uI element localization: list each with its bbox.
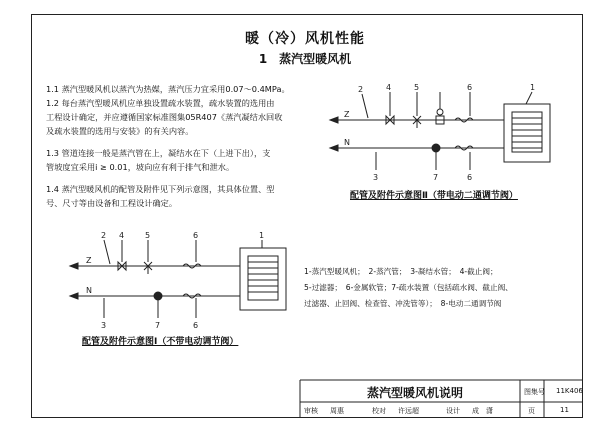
role-label: 审核 (304, 407, 318, 415)
callout-label: 5 (414, 83, 420, 92)
callout-label: 4 (386, 83, 392, 92)
callout-label: 3 (101, 321, 107, 330)
role-name: 许远超 (398, 407, 419, 415)
callout-label: 5 (145, 231, 151, 240)
section-title: 1 蒸汽型暖风机 (258, 52, 352, 66)
paragraph-line: 1.4 蒸汽型暖风机的配管及附件见下列示意图，其具体位置、型 (46, 184, 275, 194)
steam-pipe-tag: Z (344, 110, 350, 119)
flow-arrow-icon (70, 263, 78, 269)
callout-label: 7 (433, 173, 439, 182)
figure-caption: 配管及附件示意图Ⅰ（不带电动调节阀） (82, 337, 239, 347)
legend-line: 1-蒸汽型暖风机； 2-蒸汽管； 3-凝结水管； 4-截止阀； (304, 267, 498, 276)
callout-label: 2 (101, 231, 107, 240)
paragraph-line: 号、尺寸等由设备和工程设计确定。 (46, 198, 178, 208)
steam-trap-icon (154, 292, 162, 300)
callout-label: 6 (193, 321, 199, 330)
title-block-title: 蒸汽型暖风机说明 (366, 386, 463, 400)
callout-label: 6 (193, 231, 199, 240)
page-title: 暖（冷）风机性能 (245, 31, 365, 47)
paragraph-line: 1.2 每台蒸汽型暖风机应单独设置疏水装置，疏水装置的选用由 (46, 98, 275, 108)
atlas-number: 11K406 (556, 387, 583, 395)
role-name: 成 潇 (472, 407, 493, 415)
flow-arrow-icon (330, 145, 338, 151)
paragraph-line: 1.3 管道连接一般是蒸汽管在上，凝结水在下（上进下出），支 (46, 148, 271, 158)
condensate-pipe-tag: N (86, 286, 92, 295)
callout-label: 2 (358, 85, 364, 94)
figure-caption: 配管及附件示意图Ⅱ（带电动二通调节阀） (350, 191, 518, 201)
legend-line: 5-过滤器； 6-金属软管；7-疏水装置（包括疏水阀、截止阀、 (304, 283, 513, 292)
role-label: 校对 (372, 407, 386, 415)
callout-label: 6 (467, 173, 473, 182)
callout-label: 1 (530, 83, 536, 92)
strainer-icon (144, 262, 152, 274)
steam-trap-icon (432, 144, 440, 152)
strainer-icon (413, 116, 421, 128)
atlas-label: 图集号 (524, 388, 545, 396)
callout-label: 3 (373, 173, 379, 182)
page-label: 页 (528, 407, 535, 415)
actuator-icon (437, 109, 443, 115)
callout-label: 1 (259, 231, 265, 240)
role-label: 设计 (446, 407, 460, 415)
flow-arrow-icon (70, 293, 78, 299)
callout-label: 4 (119, 231, 125, 240)
role-name: 周惠 (330, 407, 344, 415)
legend-line: 过滤器、止回阀、检查管、冲洗管等）； 8-电动二通调节阀 (304, 299, 502, 308)
unit-heater-coil (248, 256, 278, 300)
callout-label: 6 (467, 83, 473, 92)
paragraph-line: 及疏水装置的选用与安装》的有关内容。 (46, 126, 194, 136)
unit-heater-outline (504, 104, 550, 162)
callout-label: 7 (155, 321, 161, 330)
page-number: 11 (560, 406, 569, 414)
condensate-pipe-tag: N (344, 138, 350, 147)
paragraph-line: 管坡度宜采用i ≥ 0.01，坡向应有利于排气和泄水。 (46, 162, 235, 172)
paragraph-line: 1.1 蒸汽型暖风机以蒸汽为热媒，蒸汽压力宜采用0.07～0.4MPa。 (46, 84, 290, 94)
steam-pipe-tag: Z (86, 256, 92, 265)
flow-arrow-icon (330, 117, 338, 123)
paragraph-line: 工程设计确定，并应遵循国家标准图集05R407《蒸汽凝结水回收 (46, 112, 283, 122)
unit-heater-outline (240, 248, 286, 310)
